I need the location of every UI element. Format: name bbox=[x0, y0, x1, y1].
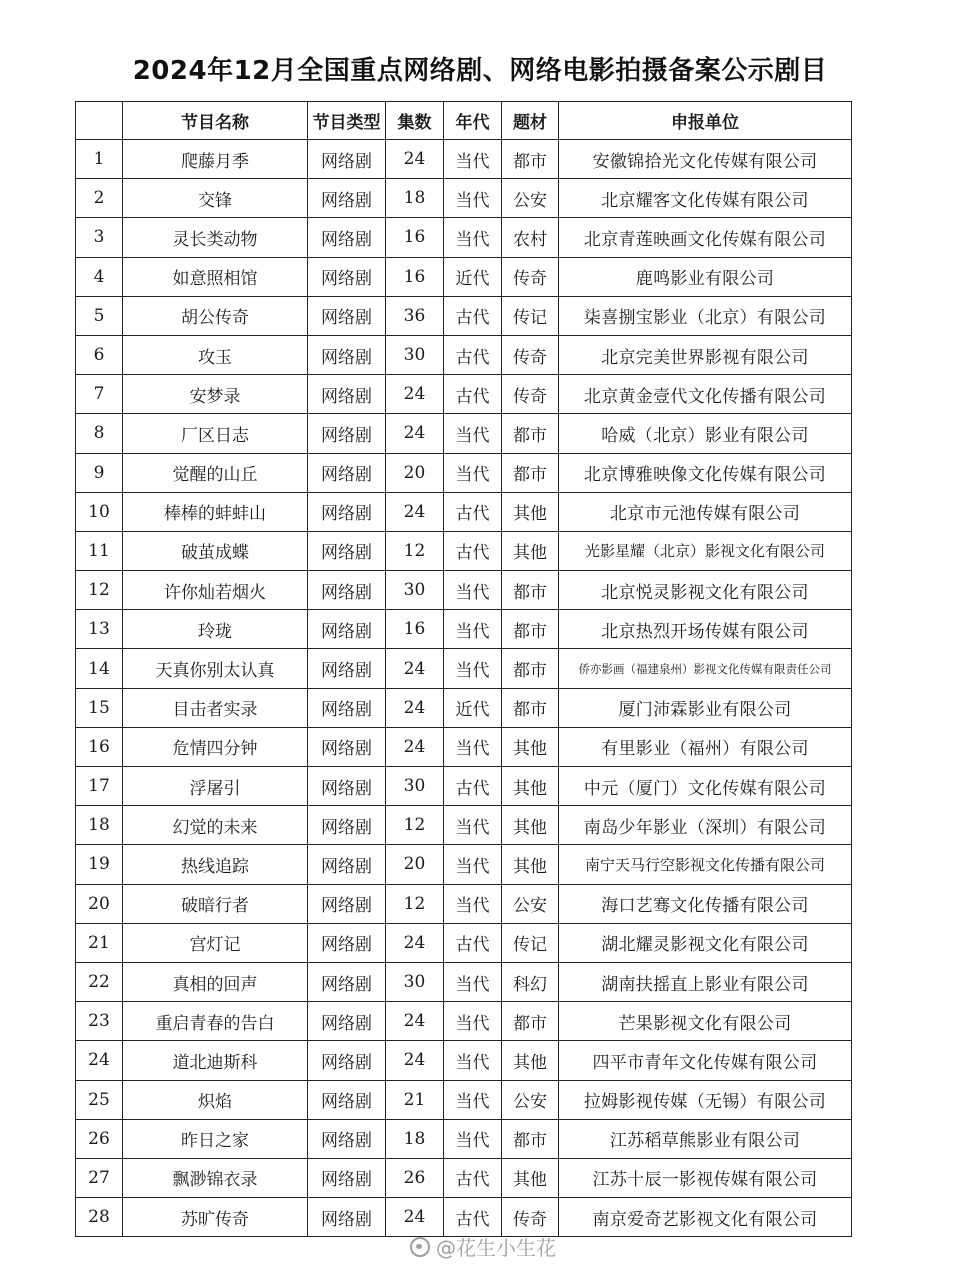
cell-index: 13 bbox=[76, 610, 123, 649]
cell-era: 当代 bbox=[444, 414, 502, 453]
cell-index: 20 bbox=[76, 884, 123, 923]
cell-episodes: 24 bbox=[386, 375, 444, 414]
cell-company: 侨亦影画（福建泉州）影视文化传媒有限责任公司 bbox=[559, 649, 852, 688]
cell-name: 真相的回声 bbox=[123, 962, 308, 1001]
cell-company: 湖南扶摇直上影业有限公司 bbox=[559, 962, 852, 1001]
table-row bbox=[76, 923, 852, 962]
table-row bbox=[76, 1198, 852, 1237]
table-row bbox=[76, 806, 852, 845]
cell-index: 21 bbox=[76, 923, 123, 962]
header-genre: 题材 bbox=[502, 102, 559, 140]
cell-genre: 都市 bbox=[502, 414, 559, 453]
cell-company: 北京青莲映画文化传媒有限公司 bbox=[559, 218, 852, 257]
header-company: 申报单位 bbox=[559, 102, 852, 140]
cell-genre: 传奇 bbox=[502, 1198, 559, 1237]
cell-episodes: 26 bbox=[386, 1158, 444, 1197]
cell-type: 网络剧 bbox=[308, 649, 386, 688]
cell-type: 网络剧 bbox=[308, 571, 386, 610]
cell-company: 四平市青年文化传媒有限公司 bbox=[559, 1041, 852, 1080]
cell-type: 网络剧 bbox=[308, 296, 386, 335]
cell-name: 热线追踪 bbox=[123, 845, 308, 884]
cell-episodes: 21 bbox=[386, 1080, 444, 1119]
table-row bbox=[76, 453, 852, 492]
cell-company: 北京耀客文化传媒有限公司 bbox=[559, 179, 852, 218]
cell-name: 交锋 bbox=[123, 179, 308, 218]
table-row bbox=[76, 531, 852, 570]
table-row bbox=[76, 610, 852, 649]
cell-genre: 都市 bbox=[502, 140, 559, 179]
table-row bbox=[76, 571, 852, 610]
weibo-icon bbox=[410, 1237, 430, 1257]
watermark-text: @花生小生花 bbox=[436, 1236, 556, 1260]
cell-index: 2 bbox=[76, 179, 123, 218]
cell-genre: 公安 bbox=[502, 179, 559, 218]
cell-name: 破茧成蝶 bbox=[123, 531, 308, 570]
table-row bbox=[76, 296, 852, 335]
cell-type: 网络剧 bbox=[308, 531, 386, 570]
cell-company: 厦门沛霖影业有限公司 bbox=[559, 688, 852, 727]
cell-name: 天真你别太认真 bbox=[123, 649, 308, 688]
cell-episodes: 24 bbox=[386, 1041, 444, 1080]
cell-era: 当代 bbox=[444, 571, 502, 610]
cell-era: 当代 bbox=[444, 1119, 502, 1158]
cell-company: 光影星耀（北京）影视文化有限公司 bbox=[559, 531, 852, 570]
table-row bbox=[76, 1002, 852, 1041]
cell-genre: 其他 bbox=[502, 806, 559, 845]
cell-name: 道北迪斯科 bbox=[123, 1041, 308, 1080]
cell-company: 拉姆影视传媒（无锡）有限公司 bbox=[559, 1080, 852, 1119]
cell-episodes: 16 bbox=[386, 610, 444, 649]
cell-era: 古代 bbox=[444, 492, 502, 531]
header-index bbox=[76, 102, 123, 140]
cell-episodes: 30 bbox=[386, 767, 444, 806]
header-type: 节目类型 bbox=[308, 102, 386, 140]
cell-era: 当代 bbox=[444, 845, 502, 884]
header-era: 年代 bbox=[444, 102, 502, 140]
cell-index: 16 bbox=[76, 727, 123, 766]
cell-company: 北京完美世界影视有限公司 bbox=[559, 335, 852, 374]
cell-genre: 其他 bbox=[502, 492, 559, 531]
table-row bbox=[76, 492, 852, 531]
page-title: 2024年12月全国重点网络剧、网络电影拍摄备案公示剧目 bbox=[132, 56, 828, 86]
cell-genre: 传记 bbox=[502, 296, 559, 335]
cell-name: 灵长类动物 bbox=[123, 218, 308, 257]
cell-genre: 都市 bbox=[502, 610, 559, 649]
cell-genre: 公安 bbox=[502, 884, 559, 923]
cell-type: 网络剧 bbox=[308, 1198, 386, 1237]
table-row bbox=[76, 218, 852, 257]
cell-index: 25 bbox=[76, 1080, 123, 1119]
cell-name: 危情四分钟 bbox=[123, 727, 308, 766]
cell-type: 网络剧 bbox=[308, 610, 386, 649]
cell-company: 有里影业（福州）有限公司 bbox=[559, 727, 852, 766]
cell-name: 玲珑 bbox=[123, 610, 308, 649]
cell-episodes: 18 bbox=[386, 179, 444, 218]
cell-index: 5 bbox=[76, 296, 123, 335]
cell-index: 1 bbox=[76, 140, 123, 179]
cell-episodes: 20 bbox=[386, 845, 444, 884]
cell-company: 南宁天马行空影视文化传播有限公司 bbox=[559, 845, 852, 884]
cell-type: 网络剧 bbox=[308, 767, 386, 806]
cell-era: 古代 bbox=[444, 1158, 502, 1197]
cell-episodes: 24 bbox=[386, 688, 444, 727]
cell-genre: 其他 bbox=[502, 1158, 559, 1197]
cell-genre: 其他 bbox=[502, 767, 559, 806]
cell-index: 27 bbox=[76, 1158, 123, 1197]
table-row bbox=[76, 884, 852, 923]
cell-company: 北京悦灵影视文化有限公司 bbox=[559, 571, 852, 610]
cell-name: 胡公传奇 bbox=[123, 296, 308, 335]
cell-name: 爬藤月季 bbox=[123, 140, 308, 179]
table-row bbox=[76, 845, 852, 884]
cell-era: 当代 bbox=[444, 179, 502, 218]
cell-name: 觉醒的山丘 bbox=[123, 453, 308, 492]
cell-type: 网络剧 bbox=[308, 335, 386, 374]
cell-index: 11 bbox=[76, 531, 123, 570]
cell-company: 海口艺骞文化传播有限公司 bbox=[559, 884, 852, 923]
cell-company: 南京爱奇艺影视文化有限公司 bbox=[559, 1198, 852, 1237]
cell-type: 网络剧 bbox=[308, 845, 386, 884]
cell-episodes: 24 bbox=[386, 140, 444, 179]
cell-company: 江苏稻草熊影业有限公司 bbox=[559, 1119, 852, 1158]
cell-company: 北京博雅映像文化传媒有限公司 bbox=[559, 453, 852, 492]
table-row bbox=[76, 414, 852, 453]
cell-era: 当代 bbox=[444, 1002, 502, 1041]
cell-genre: 都市 bbox=[502, 453, 559, 492]
table-row bbox=[76, 1119, 852, 1158]
cell-era: 当代 bbox=[444, 884, 502, 923]
table-row bbox=[76, 649, 852, 688]
cell-index: 17 bbox=[76, 767, 123, 806]
table-row bbox=[76, 1080, 852, 1119]
cell-index: 9 bbox=[76, 453, 123, 492]
cell-era: 当代 bbox=[444, 140, 502, 179]
cell-era: 当代 bbox=[444, 962, 502, 1001]
header-name: 节目名称 bbox=[123, 102, 308, 140]
cell-company: 北京黄金壹代文化传播有限公司 bbox=[559, 375, 852, 414]
cell-era: 古代 bbox=[444, 296, 502, 335]
cell-episodes: 20 bbox=[386, 453, 444, 492]
cell-episodes: 30 bbox=[386, 962, 444, 1001]
table-header-row bbox=[76, 102, 852, 140]
cell-name: 重启青春的告白 bbox=[123, 1002, 308, 1041]
table-row bbox=[76, 179, 852, 218]
cell-index: 22 bbox=[76, 962, 123, 1001]
cell-genre: 其他 bbox=[502, 1041, 559, 1080]
cell-era: 当代 bbox=[444, 453, 502, 492]
cell-index: 3 bbox=[76, 218, 123, 257]
cell-name: 宫灯记 bbox=[123, 923, 308, 962]
cell-index: 24 bbox=[76, 1041, 123, 1080]
cell-index: 4 bbox=[76, 257, 123, 296]
cell-type: 网络剧 bbox=[308, 1080, 386, 1119]
table-row bbox=[76, 767, 852, 806]
table-row bbox=[76, 257, 852, 296]
cell-name: 棒棒的蚌蚌山 bbox=[123, 492, 308, 531]
cell-episodes: 12 bbox=[386, 531, 444, 570]
cell-genre: 传奇 bbox=[502, 335, 559, 374]
cell-episodes: 24 bbox=[386, 649, 444, 688]
cell-era: 当代 bbox=[444, 727, 502, 766]
table-row bbox=[76, 1041, 852, 1080]
cell-name: 破暗行者 bbox=[123, 884, 308, 923]
cell-type: 网络剧 bbox=[308, 375, 386, 414]
cell-episodes: 24 bbox=[386, 923, 444, 962]
cell-name: 安梦录 bbox=[123, 375, 308, 414]
cell-type: 网络剧 bbox=[308, 727, 386, 766]
cell-episodes: 16 bbox=[386, 257, 444, 296]
cell-company: 柒喜捌宝影业（北京）有限公司 bbox=[559, 296, 852, 335]
cell-company: 江苏十辰一影视传媒有限公司 bbox=[559, 1158, 852, 1197]
cell-era: 古代 bbox=[444, 767, 502, 806]
table-row bbox=[76, 688, 852, 727]
cell-company: 安徽锦拾光文化传媒有限公司 bbox=[559, 140, 852, 179]
cell-index: 7 bbox=[76, 375, 123, 414]
cell-era: 近代 bbox=[444, 257, 502, 296]
cell-index: 6 bbox=[76, 335, 123, 374]
cell-index: 12 bbox=[76, 571, 123, 610]
cell-episodes: 24 bbox=[386, 1002, 444, 1041]
cell-era: 当代 bbox=[444, 1041, 502, 1080]
cell-genre: 都市 bbox=[502, 1119, 559, 1158]
cell-era: 当代 bbox=[444, 218, 502, 257]
cell-episodes: 36 bbox=[386, 296, 444, 335]
cell-name: 攻玉 bbox=[123, 335, 308, 374]
cell-type: 网络剧 bbox=[308, 1119, 386, 1158]
cell-era: 当代 bbox=[444, 806, 502, 845]
cell-type: 网络剧 bbox=[308, 492, 386, 531]
cell-type: 网络剧 bbox=[308, 140, 386, 179]
cell-era: 古代 bbox=[444, 531, 502, 570]
cell-genre: 传记 bbox=[502, 923, 559, 962]
cell-company: 中元（厦门）文化传媒有限公司 bbox=[559, 767, 852, 806]
cell-episodes: 24 bbox=[386, 414, 444, 453]
cell-name: 昨日之家 bbox=[123, 1119, 308, 1158]
cell-genre: 科幻 bbox=[502, 962, 559, 1001]
cell-name: 苏旷传奇 bbox=[123, 1198, 308, 1237]
table-row bbox=[76, 962, 852, 1001]
cell-company: 北京市元池传媒有限公司 bbox=[559, 492, 852, 531]
table-row bbox=[76, 335, 852, 374]
cell-genre: 传奇 bbox=[502, 375, 559, 414]
cell-type: 网络剧 bbox=[308, 1002, 386, 1041]
cell-episodes: 12 bbox=[386, 884, 444, 923]
cell-genre: 其他 bbox=[502, 531, 559, 570]
cell-index: 14 bbox=[76, 649, 123, 688]
cell-genre: 都市 bbox=[502, 1002, 559, 1041]
table-row bbox=[76, 727, 852, 766]
cell-genre: 都市 bbox=[502, 688, 559, 727]
cell-index: 26 bbox=[76, 1119, 123, 1158]
cell-index: 15 bbox=[76, 688, 123, 727]
cell-era: 古代 bbox=[444, 923, 502, 962]
cell-type: 网络剧 bbox=[308, 962, 386, 1001]
cell-name: 如意照相馆 bbox=[123, 257, 308, 296]
table-row bbox=[76, 140, 852, 179]
cell-type: 网络剧 bbox=[308, 688, 386, 727]
watermark bbox=[410, 1232, 556, 1261]
cell-type: 网络剧 bbox=[308, 218, 386, 257]
cell-episodes: 12 bbox=[386, 806, 444, 845]
cell-type: 网络剧 bbox=[308, 1158, 386, 1197]
cell-era: 当代 bbox=[444, 1080, 502, 1119]
filing-table bbox=[75, 101, 852, 1237]
table-row bbox=[76, 1158, 852, 1197]
cell-episodes: 24 bbox=[386, 727, 444, 766]
cell-era: 当代 bbox=[444, 610, 502, 649]
cell-name: 炽焰 bbox=[123, 1080, 308, 1119]
cell-episodes: 24 bbox=[386, 492, 444, 531]
cell-episodes: 30 bbox=[386, 571, 444, 610]
cell-name: 目击者实录 bbox=[123, 688, 308, 727]
cell-name: 幻觉的未来 bbox=[123, 806, 308, 845]
cell-index: 23 bbox=[76, 1002, 123, 1041]
cell-genre: 都市 bbox=[502, 571, 559, 610]
cell-type: 网络剧 bbox=[308, 257, 386, 296]
cell-episodes: 18 bbox=[386, 1119, 444, 1158]
cell-genre: 其他 bbox=[502, 727, 559, 766]
cell-name: 浮屠引 bbox=[123, 767, 308, 806]
cell-era: 古代 bbox=[444, 335, 502, 374]
cell-name: 厂区日志 bbox=[123, 414, 308, 453]
cell-genre: 都市 bbox=[502, 649, 559, 688]
cell-company: 芒果影视文化有限公司 bbox=[559, 1002, 852, 1041]
cell-era: 近代 bbox=[444, 688, 502, 727]
table-body bbox=[76, 140, 852, 1237]
cell-index: 28 bbox=[76, 1198, 123, 1237]
cell-era: 当代 bbox=[444, 649, 502, 688]
cell-era: 古代 bbox=[444, 1198, 502, 1237]
cell-episodes: 24 bbox=[386, 1198, 444, 1237]
table-row bbox=[76, 375, 852, 414]
cell-type: 网络剧 bbox=[308, 923, 386, 962]
cell-name: 飘渺锦衣录 bbox=[123, 1158, 308, 1197]
cell-genre: 农村 bbox=[502, 218, 559, 257]
header-episodes: 集数 bbox=[386, 102, 444, 140]
cell-index: 10 bbox=[76, 492, 123, 531]
cell-genre: 其他 bbox=[502, 845, 559, 884]
cell-company: 北京热烈开场传媒有限公司 bbox=[559, 610, 852, 649]
cell-episodes: 30 bbox=[386, 335, 444, 374]
cell-company: 哈威（北京）影业有限公司 bbox=[559, 414, 852, 453]
cell-era: 古代 bbox=[444, 375, 502, 414]
cell-name: 许你灿若烟火 bbox=[123, 571, 308, 610]
cell-type: 网络剧 bbox=[308, 179, 386, 218]
cell-company: 鹿鸣影业有限公司 bbox=[559, 257, 852, 296]
cell-genre: 公安 bbox=[502, 1080, 559, 1119]
cell-type: 网络剧 bbox=[308, 1041, 386, 1080]
cell-type: 网络剧 bbox=[308, 453, 386, 492]
cell-type: 网络剧 bbox=[308, 806, 386, 845]
cell-company: 南岛少年影业（深圳）有限公司 bbox=[559, 806, 852, 845]
cell-index: 18 bbox=[76, 806, 123, 845]
cell-type: 网络剧 bbox=[308, 414, 386, 453]
cell-company: 湖北耀灵影视文化有限公司 bbox=[559, 923, 852, 962]
cell-index: 8 bbox=[76, 414, 123, 453]
cell-episodes: 16 bbox=[386, 218, 444, 257]
cell-genre: 传奇 bbox=[502, 257, 559, 296]
cell-type: 网络剧 bbox=[308, 884, 386, 923]
cell-index: 19 bbox=[76, 845, 123, 884]
